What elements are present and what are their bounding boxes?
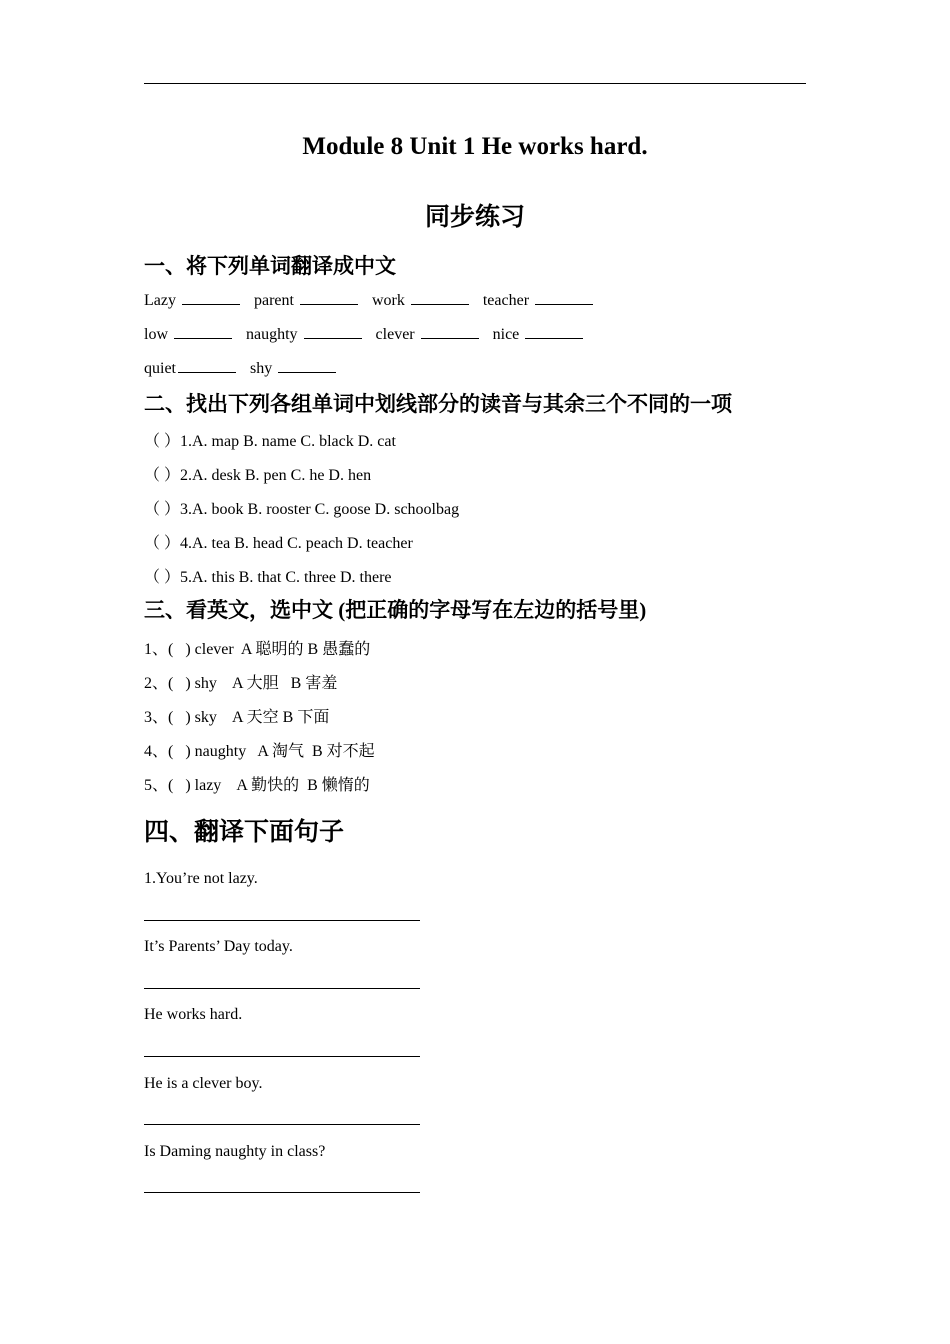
word-label: shy (250, 360, 273, 377)
answer-blank[interactable] (300, 290, 358, 305)
translation-sentence: 1.You’re not lazy. (144, 870, 258, 887)
word-item (483, 290, 593, 310)
word-item (250, 358, 336, 378)
translation-sentence: He is a clever boy. (144, 1075, 263, 1092)
word-label: Lazy (144, 292, 176, 309)
pronunciation-question: （ ）2.A. desk B. pen C. he D. hen (144, 467, 372, 484)
section-4-heading: 四、翻译下面句子 (144, 819, 345, 846)
pronunciation-question: （ ）5.A. this B. that C. three D. there (144, 569, 392, 586)
answer-blank[interactable] (525, 324, 583, 339)
word-item (246, 324, 362, 344)
choice-question: 5、( ) lazy A 勤快的 B 懒惰的 (144, 777, 370, 794)
word-item (376, 324, 479, 344)
pronunciation-question: （ ）3.A. book B. rooster C. goose D. schoolbag (144, 501, 460, 518)
word-row (144, 290, 603, 310)
word-label: quiet (144, 360, 176, 377)
section-2-heading: 二、找出下列各组单词中划线部分的读音与其余三个不同的一项 (144, 392, 732, 416)
header-rule (144, 83, 806, 84)
choice-question: 1、( ) clever A 聪明的 B 愚蠢的 (144, 641, 371, 658)
answer-blank[interactable] (278, 358, 336, 373)
answer-line[interactable] (144, 988, 420, 989)
page-title: Module 8 Unit 1 He works hard. (302, 133, 648, 160)
answer-blank[interactable] (304, 324, 362, 339)
translation-sentence: Is Daming naughty in class? (144, 1143, 326, 1160)
word-item (493, 324, 584, 344)
page-subtitle: 同步练习 (424, 204, 525, 231)
word-label: work (371, 292, 405, 309)
translation-sentence: He works hard. (144, 1006, 243, 1023)
word-label: nice (492, 326, 520, 343)
pronunciation-question: （ ）4.A. tea B. head C. peach D. teacher (144, 535, 413, 552)
answer-blank[interactable] (178, 358, 236, 373)
word-label: naughty (246, 326, 298, 343)
word-row (144, 358, 346, 378)
answer-blank[interactable] (411, 290, 469, 305)
word-item (372, 290, 469, 310)
word-item (144, 358, 236, 378)
word-item (254, 290, 358, 310)
word-label: low (144, 326, 168, 343)
word-row (144, 324, 593, 344)
answer-line[interactable] (144, 1192, 420, 1193)
answer-line[interactable] (144, 920, 420, 921)
section-1-heading: 一、将下列单词翻译成中文 (144, 254, 396, 278)
translation-sentence: It’s Parents’ Day today. (144, 938, 293, 955)
choice-question: 2、( ) shy A 大胆 B 害羞 (144, 675, 338, 692)
word-item (144, 324, 232, 344)
word-item (144, 290, 240, 310)
answer-blank[interactable] (182, 290, 240, 305)
word-label: clever (375, 326, 415, 343)
answer-blank[interactable] (421, 324, 479, 339)
choice-question: 4、( ) naughty A 淘气 B 对不起 (144, 743, 375, 760)
answer-blank[interactable] (535, 290, 593, 305)
pronunciation-question: （ ）1.A. map B. name C. black D. cat (144, 433, 396, 450)
answer-line[interactable] (144, 1056, 420, 1057)
word-label: teacher (482, 292, 530, 309)
answer-blank[interactable] (174, 324, 232, 339)
section-3-heading: 三、看英文，选中文 (把正确的字母写在左边的括号里) (144, 598, 647, 622)
word-label: parent (253, 292, 294, 309)
answer-line[interactable] (144, 1124, 420, 1125)
choice-question: 3、( ) sky A 天空 B 下面 (144, 709, 330, 726)
